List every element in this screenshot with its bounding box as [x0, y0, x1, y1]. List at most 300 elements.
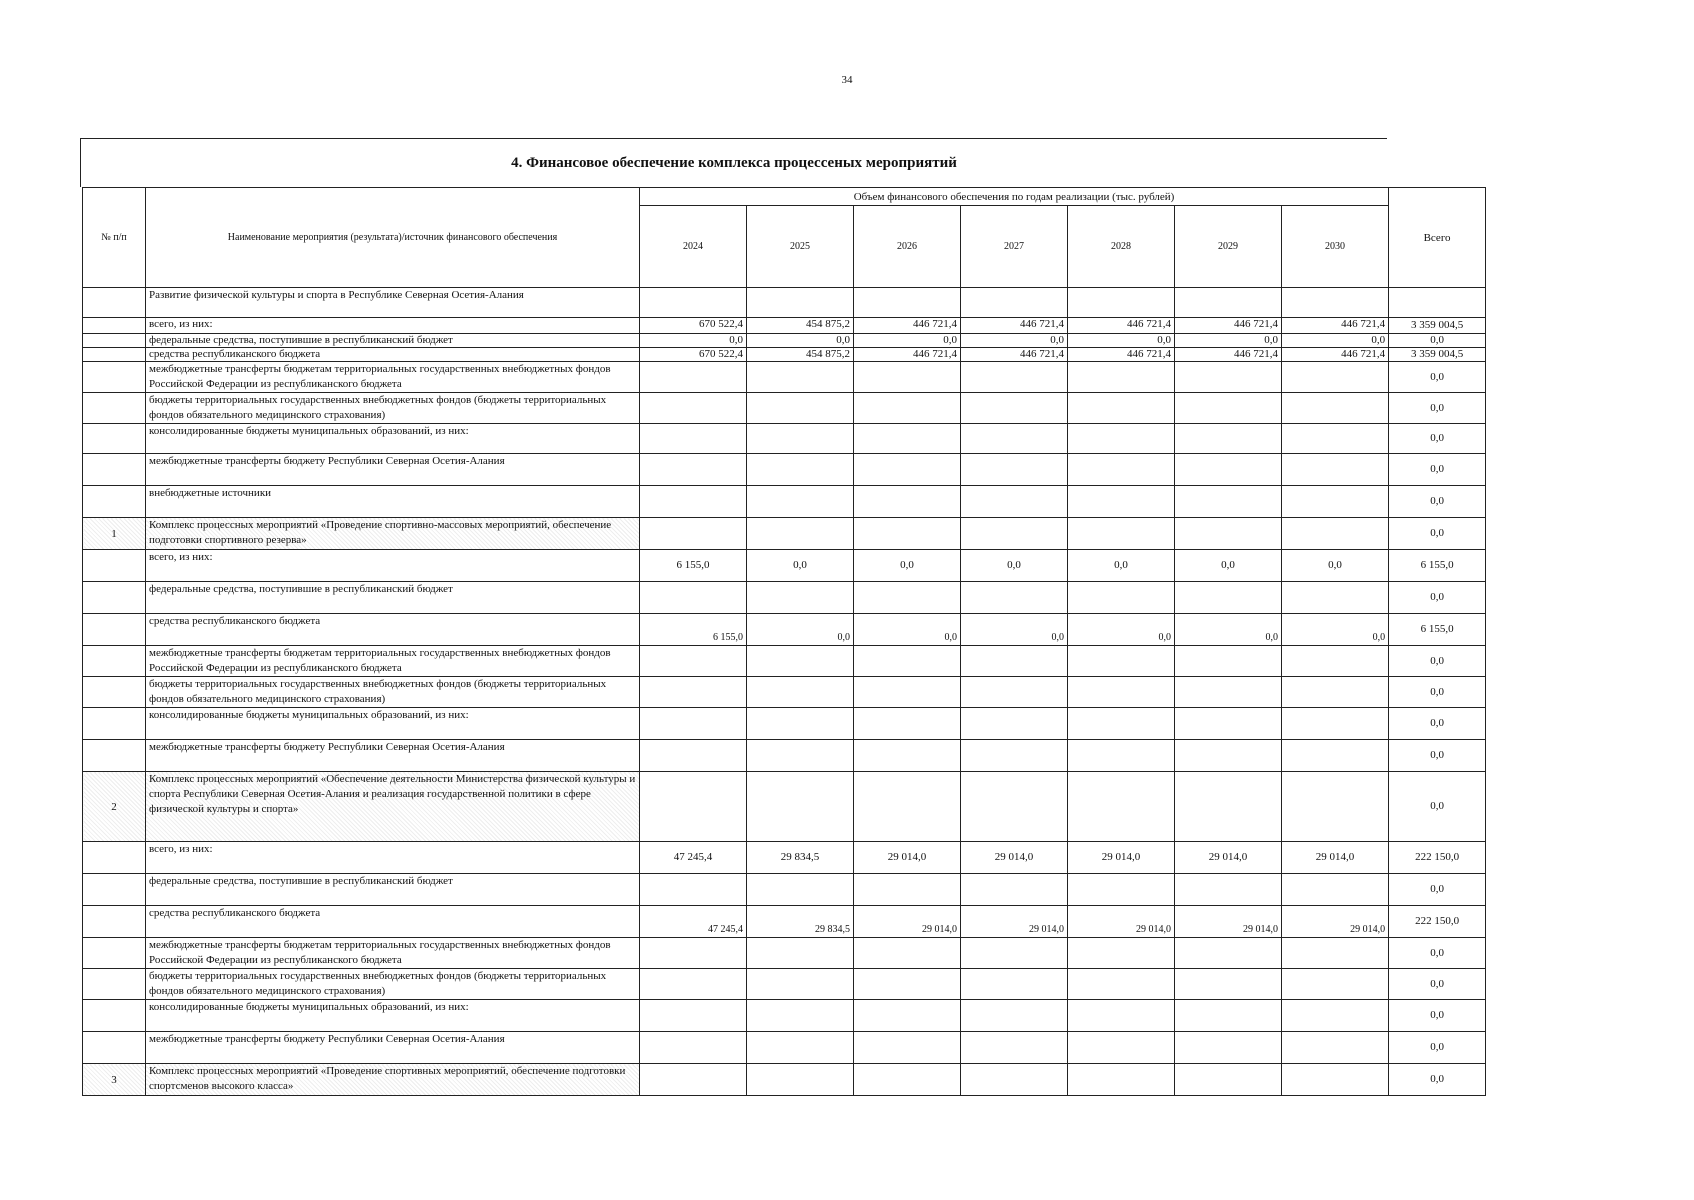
year-value	[1282, 424, 1389, 454]
year-value	[854, 582, 961, 614]
year-value: 29 014,0	[1175, 906, 1282, 938]
year-value: 0,0	[747, 334, 854, 348]
year-value	[747, 454, 854, 486]
year-value	[961, 969, 1068, 1000]
row-total: 0,0	[1389, 454, 1486, 486]
year-value	[1282, 677, 1389, 708]
year-value	[1282, 646, 1389, 677]
row-index	[83, 1000, 146, 1032]
year-value: 0,0	[1282, 334, 1389, 348]
table-body	[83, 288, 1486, 1096]
year-value	[1282, 874, 1389, 906]
row-total: 0,0	[1389, 486, 1486, 518]
year-value	[1068, 646, 1175, 677]
year-value: 0,0	[747, 550, 854, 582]
title-box	[80, 138, 1387, 187]
year-value	[961, 1032, 1068, 1064]
year-value	[640, 938, 747, 969]
year-value	[854, 424, 961, 454]
year-value	[854, 708, 961, 740]
header-year: 2025	[747, 206, 854, 288]
row-index	[83, 362, 146, 393]
row-name: внебюджетные источники	[146, 486, 640, 518]
year-value	[1068, 740, 1175, 772]
year-value	[1282, 1064, 1389, 1096]
row-index	[83, 874, 146, 906]
year-value	[640, 874, 747, 906]
year-value	[640, 772, 747, 842]
year-value	[640, 424, 747, 454]
financing-table	[82, 187, 1486, 1096]
row-total: 3 359 004,5	[1389, 348, 1486, 362]
year-value	[747, 740, 854, 772]
row-name: федеральные средства, поступившие в республиканский бюджет	[146, 582, 640, 614]
row-index	[83, 740, 146, 772]
row-total: 6 155,0	[1389, 550, 1486, 582]
header-year: 2028	[1068, 206, 1175, 288]
year-value	[1282, 362, 1389, 393]
year-value: 0,0	[1175, 334, 1282, 348]
year-value	[961, 708, 1068, 740]
row-total: 0,0	[1389, 424, 1486, 454]
row-name: межбюджетные трансферты бюджетам территориальных государственных внебюджетных фондов Российской Федерации из республиканского бюджета	[146, 362, 640, 393]
row-index	[83, 1032, 146, 1064]
row-name: средства республиканского бюджета	[146, 348, 640, 362]
row-total: 0,0	[1389, 1032, 1486, 1064]
year-value	[961, 582, 1068, 614]
year-value	[854, 486, 961, 518]
year-value	[961, 518, 1068, 550]
year-value	[640, 677, 747, 708]
year-value	[854, 1000, 961, 1032]
year-value	[640, 288, 747, 318]
row-total: 0,0	[1389, 740, 1486, 772]
year-value	[1068, 424, 1175, 454]
year-value	[1175, 677, 1282, 708]
row-name: межбюджетные трансферты бюджету Республики Северная Осетия-Алания	[146, 740, 640, 772]
row-total: 3 359 004,5	[1389, 318, 1486, 334]
row-total: 6 155,0	[1389, 614, 1486, 646]
year-value	[961, 288, 1068, 318]
row-index	[83, 677, 146, 708]
row-name: Развитие физической культуры и спорта в Республике Северная Осетия-Алания	[146, 288, 640, 318]
year-value: 446 721,4	[854, 348, 961, 362]
year-value: 446 721,4	[1068, 318, 1175, 334]
year-value: 0,0	[1282, 614, 1389, 646]
year-value	[1068, 454, 1175, 486]
year-value	[1282, 969, 1389, 1000]
year-value: 0,0	[1068, 334, 1175, 348]
year-value	[854, 740, 961, 772]
row-total: 0,0	[1389, 362, 1486, 393]
year-value	[640, 646, 747, 677]
year-value: 446 721,4	[961, 318, 1068, 334]
row-index	[83, 288, 146, 318]
table-row	[83, 550, 1486, 582]
row-index	[83, 582, 146, 614]
year-value	[640, 1000, 747, 1032]
year-value	[747, 518, 854, 550]
row-index: 3	[83, 1064, 146, 1096]
row-name: всего, из них:	[146, 550, 640, 582]
year-value	[640, 708, 747, 740]
year-value: 446 721,4	[1282, 318, 1389, 334]
table-row	[83, 677, 1486, 708]
year-value	[1175, 393, 1282, 424]
year-value: 6 155,0	[640, 614, 747, 646]
header-year: 2029	[1175, 206, 1282, 288]
year-value	[640, 969, 747, 1000]
row-index	[83, 393, 146, 424]
year-value	[640, 393, 747, 424]
year-value	[1068, 1032, 1175, 1064]
year-value	[640, 454, 747, 486]
year-value	[1068, 1064, 1175, 1096]
row-name: всего, из них:	[146, 842, 640, 874]
year-value	[961, 362, 1068, 393]
year-value	[640, 740, 747, 772]
year-value	[1175, 969, 1282, 1000]
row-index	[83, 614, 146, 646]
year-value	[854, 938, 961, 969]
row-name: бюджеты территориальных государственных внебюджетных фондов (бюджеты территориальных фондов обязательного медицинского страхования)	[146, 393, 640, 424]
year-value	[1068, 582, 1175, 614]
year-value	[747, 288, 854, 318]
row-name: федеральные средства, поступившие в республиканский бюджет	[146, 334, 640, 348]
table-row	[83, 362, 1486, 393]
year-value	[1175, 646, 1282, 677]
year-value	[961, 740, 1068, 772]
year-value	[747, 1032, 854, 1064]
year-value	[961, 486, 1068, 518]
year-value: 446 721,4	[854, 318, 961, 334]
year-value: 29 014,0	[1282, 906, 1389, 938]
year-value	[1175, 454, 1282, 486]
row-total: 0,0	[1389, 518, 1486, 550]
year-value: 29 014,0	[961, 842, 1068, 874]
row-total: 0,0	[1389, 772, 1486, 842]
row-total: 0,0	[1389, 874, 1486, 906]
year-value	[961, 393, 1068, 424]
year-value: 29 014,0	[1068, 842, 1175, 874]
year-value: 446 721,4	[1175, 318, 1282, 334]
year-value	[747, 424, 854, 454]
row-total: 0,0	[1389, 969, 1486, 1000]
table-row	[83, 334, 1486, 348]
year-value	[1175, 582, 1282, 614]
table-row	[83, 424, 1486, 454]
row-index	[83, 550, 146, 582]
row-name: межбюджетные трансферты бюджету Республики Северная Осетия-Алания	[146, 1032, 640, 1064]
year-value	[854, 362, 961, 393]
year-value	[1282, 288, 1389, 318]
header-num: № п/п	[83, 188, 146, 288]
header-year: 2027	[961, 206, 1068, 288]
year-value	[1068, 938, 1175, 969]
row-index	[83, 842, 146, 874]
year-value: 454 875,2	[747, 348, 854, 362]
year-value: 0,0	[1175, 550, 1282, 582]
year-value	[961, 1064, 1068, 1096]
table-row	[83, 874, 1486, 906]
row-name: Комплекс процессных мероприятий «Проведение спортивных мероприятий, обеспечение подготовки спортсменов высокого класса»	[146, 1064, 640, 1096]
year-value: 0,0	[1282, 550, 1389, 582]
year-value	[1068, 393, 1175, 424]
table-row	[83, 708, 1486, 740]
year-value	[854, 646, 961, 677]
year-value: 29 014,0	[854, 842, 961, 874]
year-value	[961, 772, 1068, 842]
year-value: 29 834,5	[747, 842, 854, 874]
year-value	[640, 362, 747, 393]
row-total: 0,0	[1389, 1064, 1486, 1096]
year-value	[1068, 362, 1175, 393]
year-value	[747, 1064, 854, 1096]
year-value: 0,0	[747, 614, 854, 646]
year-value: 29 014,0	[1068, 906, 1175, 938]
year-value	[854, 874, 961, 906]
table-header	[83, 188, 1486, 288]
table-row	[83, 1064, 1486, 1096]
year-value	[1068, 288, 1175, 318]
row-index	[83, 938, 146, 969]
row-index	[83, 708, 146, 740]
header-name: Наименование мероприятия (результата)/источник финансового обеспечения	[146, 188, 640, 288]
year-value	[1068, 486, 1175, 518]
year-value	[747, 646, 854, 677]
year-value: 47 245,4	[640, 906, 747, 938]
year-value	[854, 518, 961, 550]
year-value	[961, 1000, 1068, 1032]
year-value	[1175, 362, 1282, 393]
year-value: 0,0	[854, 550, 961, 582]
year-value	[854, 454, 961, 486]
year-value	[1175, 740, 1282, 772]
table-row	[83, 454, 1486, 486]
year-value	[1175, 424, 1282, 454]
row-name: бюджеты территориальных государственных внебюджетных фондов (бюджеты территориальных фондов обязательного медицинского страхования)	[146, 969, 640, 1000]
row-name: консолидированные бюджеты муниципальных образований, из них:	[146, 1000, 640, 1032]
year-value	[1068, 708, 1175, 740]
year-value	[1282, 582, 1389, 614]
header-volume: Объем финансового обеспечения по годам реализации (тыс. рублей)	[640, 188, 1389, 206]
year-value	[640, 518, 747, 550]
row-name: всего, из них:	[146, 318, 640, 334]
year-value: 454 875,2	[747, 318, 854, 334]
year-value	[1175, 938, 1282, 969]
year-value: 670 522,4	[640, 318, 747, 334]
year-value	[747, 362, 854, 393]
table-row	[83, 772, 1486, 842]
row-index: 2	[83, 772, 146, 842]
table-row	[83, 969, 1486, 1000]
table-row	[83, 1000, 1486, 1032]
year-value	[640, 582, 747, 614]
page-title: 4. Финансовое обеспечение комплекса процессеных мероприятий	[511, 155, 957, 171]
year-value	[747, 938, 854, 969]
year-value	[1175, 288, 1282, 318]
table-row	[83, 318, 1486, 334]
year-value: 47 245,4	[640, 842, 747, 874]
year-value	[747, 677, 854, 708]
row-total	[1389, 288, 1486, 318]
row-index	[83, 906, 146, 938]
row-name: бюджеты территориальных государственных внебюджетных фондов (бюджеты территориальных фондов обязательного медицинского страхования)	[146, 677, 640, 708]
row-total: 0,0	[1389, 393, 1486, 424]
header-year: 2030	[1282, 206, 1389, 288]
year-value	[1175, 1000, 1282, 1032]
year-value	[1282, 708, 1389, 740]
row-name: Комплекс процессных мероприятий «Обеспечение деятельности Министерства физической культуры и спорта Республики Северная Осетия-Алания и реализация государственной политики в сфере физической культуры и спорта»	[146, 772, 640, 842]
header-total: Всего	[1389, 188, 1486, 288]
row-total: 222 150,0	[1389, 842, 1486, 874]
year-value	[1282, 486, 1389, 518]
year-value	[854, 288, 961, 318]
row-name: федеральные средства, поступившие в республиканский бюджет	[146, 874, 640, 906]
year-value	[1175, 1032, 1282, 1064]
year-value	[1175, 772, 1282, 842]
table-row	[83, 842, 1486, 874]
year-value: 0,0	[1068, 550, 1175, 582]
year-value	[1175, 518, 1282, 550]
year-value: 29 014,0	[1282, 842, 1389, 874]
row-name: консолидированные бюджеты муниципальных образований, из них:	[146, 708, 640, 740]
year-value	[747, 708, 854, 740]
year-value	[854, 1032, 961, 1064]
page-number: 34	[841, 74, 853, 86]
year-value	[961, 874, 1068, 906]
table-row	[83, 393, 1486, 424]
year-value: 446 721,4	[961, 348, 1068, 362]
row-total: 0,0	[1389, 334, 1486, 348]
year-value	[640, 486, 747, 518]
row-total: 0,0	[1389, 708, 1486, 740]
row-name: межбюджетные трансферты бюджетам территориальных государственных внебюджетных фондов Российской Федерации из республиканского бюджета	[146, 938, 640, 969]
year-value	[747, 772, 854, 842]
year-value	[1068, 874, 1175, 906]
year-value	[961, 677, 1068, 708]
header-year: 2024	[640, 206, 747, 288]
year-value	[747, 486, 854, 518]
row-index	[83, 318, 146, 334]
year-value	[854, 393, 961, 424]
year-value	[1282, 1000, 1389, 1032]
year-value	[640, 1064, 747, 1096]
year-value: 0,0	[961, 550, 1068, 582]
year-value	[854, 1064, 961, 1096]
year-value	[747, 874, 854, 906]
table-row	[83, 646, 1486, 677]
year-value	[1068, 772, 1175, 842]
row-index	[83, 334, 146, 348]
year-value: 6 155,0	[640, 550, 747, 582]
row-index	[83, 424, 146, 454]
year-value	[854, 772, 961, 842]
row-name: консолидированные бюджеты муниципальных образований, из них:	[146, 424, 640, 454]
table-row	[83, 938, 1486, 969]
year-value: 446 721,4	[1175, 348, 1282, 362]
row-index: 1	[83, 518, 146, 550]
year-value	[747, 393, 854, 424]
row-name: средства республиканского бюджета	[146, 614, 640, 646]
row-total: 0,0	[1389, 582, 1486, 614]
table-row	[83, 486, 1486, 518]
year-value	[961, 646, 1068, 677]
year-value	[1282, 938, 1389, 969]
year-value: 446 721,4	[1068, 348, 1175, 362]
table-row	[83, 582, 1486, 614]
year-value	[1175, 708, 1282, 740]
row-index	[83, 486, 146, 518]
table-row	[83, 614, 1486, 646]
row-index	[83, 454, 146, 486]
year-value	[747, 1000, 854, 1032]
year-value	[961, 424, 1068, 454]
year-value	[961, 454, 1068, 486]
year-value: 0,0	[961, 614, 1068, 646]
year-value: 0,0	[961, 334, 1068, 348]
header-year: 2026	[854, 206, 961, 288]
table-row	[83, 906, 1486, 938]
year-value	[1282, 740, 1389, 772]
year-value	[1068, 677, 1175, 708]
year-value	[1068, 518, 1175, 550]
year-value: 0,0	[1175, 614, 1282, 646]
row-total: 222 150,0	[1389, 906, 1486, 938]
year-value	[1282, 454, 1389, 486]
row-index	[83, 348, 146, 362]
row-name: Комплекс процессных мероприятий «Проведение спортивно-массовых мероприятий, обеспечение подготовки спортивного резерва»	[146, 518, 640, 550]
year-value	[747, 582, 854, 614]
year-value	[1068, 969, 1175, 1000]
year-value: 670 522,4	[640, 348, 747, 362]
year-value	[1175, 486, 1282, 518]
row-name: межбюджетные трансферты бюджету Республики Северная Осетия-Алания	[146, 454, 640, 486]
year-value	[1068, 1000, 1175, 1032]
row-index	[83, 646, 146, 677]
year-value	[1175, 1064, 1282, 1096]
year-value	[1282, 393, 1389, 424]
row-total: 0,0	[1389, 677, 1486, 708]
table-row	[83, 740, 1486, 772]
row-name: межбюджетные трансферты бюджетам территориальных государственных внебюджетных фондов Российской Федерации из республиканского бюджета	[146, 646, 640, 677]
table-row	[83, 1032, 1486, 1064]
year-value: 0,0	[640, 334, 747, 348]
year-value	[640, 1032, 747, 1064]
year-value	[1282, 1032, 1389, 1064]
row-total: 0,0	[1389, 646, 1486, 677]
table-row	[83, 288, 1486, 318]
year-value	[854, 969, 961, 1000]
row-total: 0,0	[1389, 1000, 1486, 1032]
row-name: средства республиканского бюджета	[146, 906, 640, 938]
year-value: 0,0	[854, 614, 961, 646]
year-value	[1282, 518, 1389, 550]
year-value: 446 721,4	[1282, 348, 1389, 362]
year-value: 29 014,0	[854, 906, 961, 938]
year-value: 29 834,5	[747, 906, 854, 938]
year-value	[1175, 874, 1282, 906]
year-value: 29 014,0	[1175, 842, 1282, 874]
row-total: 0,0	[1389, 938, 1486, 969]
year-value	[747, 969, 854, 1000]
year-value: 0,0	[1068, 614, 1175, 646]
year-value	[854, 677, 961, 708]
year-value	[961, 938, 1068, 969]
table-row	[83, 518, 1486, 550]
year-value: 29 014,0	[961, 906, 1068, 938]
row-index	[83, 969, 146, 1000]
